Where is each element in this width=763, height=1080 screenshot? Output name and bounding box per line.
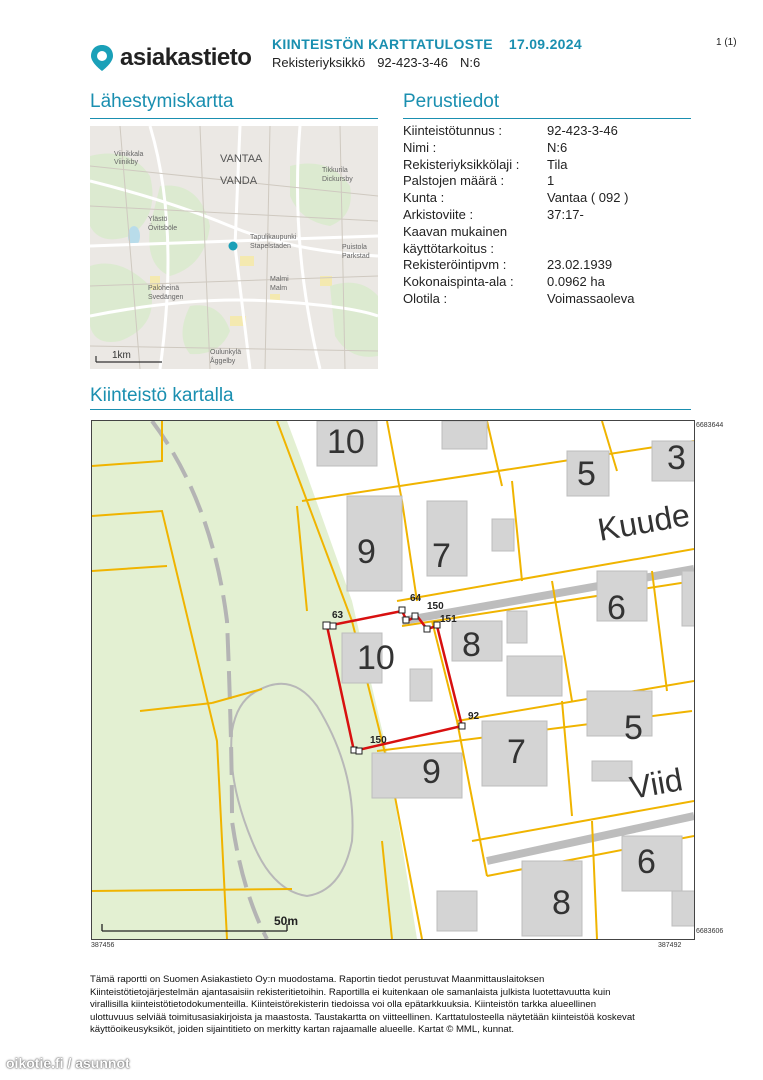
place-label: Ylästö [148,216,168,223]
house-number: 10 [327,423,365,461]
info-key: Rekisteriyksikkölaji : [403,156,520,172]
disclaimer-line: Tämä raportti on Suomen Asiakastieto Oy:n muodostama. Raportin tiedot perustuvat Maanmittauslaitoksen [90,974,545,985]
boundary-label: 151 [440,614,457,625]
info-key: Kunta : [403,190,445,206]
place-label: Malm [270,285,288,292]
house-number: 6 [607,589,626,627]
approach-map-title: Lähestymiskartta [90,91,234,112]
property-map-title: Kiinteistö kartalla [90,385,234,406]
disclaimer [90,974,660,1037]
basic-info-title: Perustiedot [403,91,500,112]
approach-map [90,126,378,369]
place-label: VANDA [220,175,258,187]
brand-name: asiakastieto [120,44,252,71]
boundary-label: 63 [332,610,344,621]
place-label: Tapulikaupunki [250,234,297,241]
info-key: Olotila : [403,291,448,306]
street-name: Kuude [594,496,693,548]
info-value: Vantaa ( 092 ) [547,190,629,206]
place-label: Viinikkala [114,151,144,158]
disclaimer-line: virallisilla kiinteistötietodokumenteilla. Kiinteistörekisterin tiedoissa voi olla epätarkkuuksia. Kiinteistön tarkka alueellinen [90,999,597,1011]
boundary-label: 150 [370,735,387,746]
cadastral-map-graphic [92,421,694,939]
coord-bottom-left: 387456 [91,942,115,949]
house-number: 9 [422,753,441,791]
disclaimer-line: Kiinteistötietojärjestelmän ajantasaisiin rekisteritietoihin. Raportilla ei kuitenkaan ole samanlaista julkista luotettavuutta kuin [90,986,611,998]
info-value: 23.02.1939 [547,257,613,273]
place-label: Svedängen [148,294,184,301]
info-key: Palstojen määrä : [403,173,505,189]
coord-bottom-mid: 387492 [658,942,682,949]
divider [403,118,691,119]
house-number: 5 [624,709,643,747]
info-key: Arkistoviite : [403,207,474,222]
info-key: Nimi : [403,139,437,155]
report-date: 17.09.2024 [508,36,582,52]
house-number: 6 [637,843,656,881]
info-value: 1 [547,173,555,189]
house-number: 7 [432,537,451,575]
house-number: 9 [357,533,376,571]
info-value: N:6 [547,139,568,155]
info-key: käyttötarkoitus : [403,240,495,256]
place-label: Viinikby [114,159,138,166]
street-name: Viid [626,761,686,806]
place-label: Malmi [270,276,289,283]
boundary-label: 64 [410,593,422,604]
divider [90,409,691,410]
boundary-label: 150 [427,601,444,612]
house-number: 8 [552,884,571,922]
house-number: 5 [577,455,596,493]
house-number: 3 [667,439,686,477]
house-number: 10 [357,639,395,677]
place-label: Parkstad [342,253,370,260]
boundary-label: 92 [468,711,480,722]
info-key: Rekisteröintipvm : [403,257,507,273]
place-label: Oulunkylä [210,349,242,356]
place-label: Åggelby [210,358,236,365]
place-label: Övitsböle [148,225,178,232]
watermark: oikotie.fi / asunnot [6,1055,130,1071]
info-value: 37:17- [547,207,584,222]
info-key: Kiinteistötunnus : [403,123,503,138]
place-label: Puistola [342,244,367,251]
approach-map-graphic [90,126,378,369]
place-label: VANTAA [220,153,263,165]
place-label: Stapelstaden [250,243,291,250]
info-key: Kokonaispinta-ala : [403,274,514,290]
house-number: 7 [507,733,526,771]
cadastral-map [91,420,695,940]
divider [90,118,378,119]
asiakastieto-logo [90,42,250,72]
info-value: Tila [547,156,568,172]
house-number: 8 [462,626,481,664]
disclaimer-line: ulottuvuus selviää toimitusasiakirjoista ja maastosta. Taustakartta on viitteellinen. Karttatulosteella näytetään kiinteistöä koskevat [90,1011,635,1023]
map-scale-label: 50m [274,914,299,928]
page-number: 1 (1) [716,37,737,48]
property-location-marker [229,242,238,251]
place-label: Tikkurila [322,167,348,174]
report-title: KIINTEISTÖN KARTTATULOSTE 17.09.2024 [272,36,582,52]
register-unit-line: Rekisteriyksikkö 92-423-3-46 N:6 [272,55,481,70]
info-value: Voimassaoleva [547,291,635,306]
disclaimer-line: käyttöoikeusyksiköt, joiden sijaintitieto on merkitty kartan rajaamalle alueelle. Kartat © MML, kunnat. [90,1024,515,1036]
location-pin-icon [90,44,114,72]
info-key: Kaavan mukainen [403,223,508,239]
place-label: Paloheinä [148,285,180,292]
place-label: Dickursby [322,176,353,183]
coord-bottom-right: 6683606 [696,928,724,935]
info-value: 0.0962 ha [547,274,605,290]
map-scale-label: 1km [112,350,131,361]
info-value: 92-423-3-46 [547,123,618,138]
coord-top-right: 6683644 [696,422,724,429]
